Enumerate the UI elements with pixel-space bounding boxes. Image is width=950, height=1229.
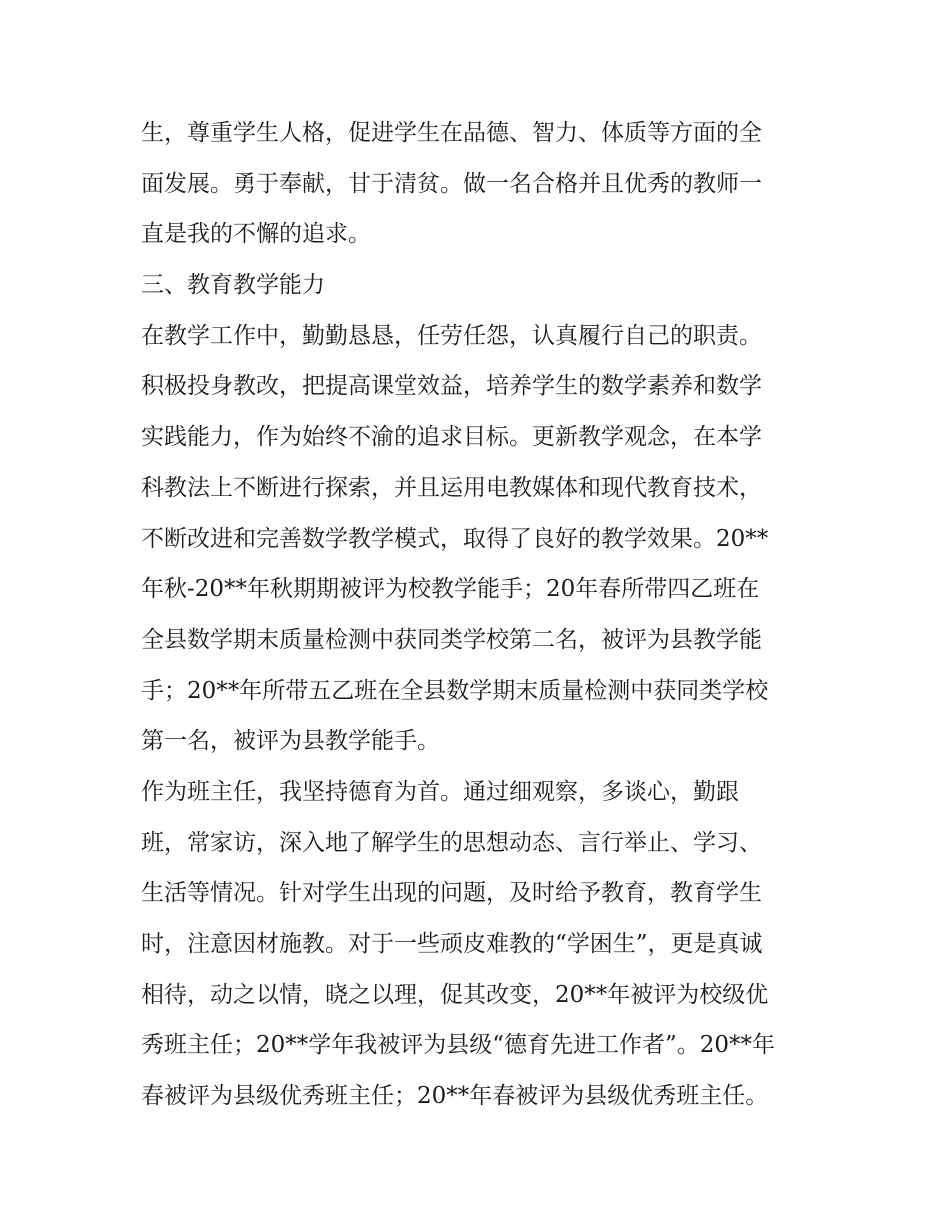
text-line: 相待，动之以情，晓之以理，促其改变，20**年被评为校级优 <box>141 981 769 1008</box>
text-line: 时，注意因材施教。对于一些顽皮难教的“学困生”，更是真诚 <box>141 931 763 957</box>
text-line: 科教法上不断进行探索，并且运用电教媒体和现代教育技术， <box>141 474 762 501</box>
text-line: 不断改进和完善数学教学模式，取得了良好的教学效果。20** <box>141 525 769 552</box>
text-line: 班，常家访，深入地了解学生的思想动态、言行举止、学习、 <box>141 829 762 856</box>
text-line: 年秋-20**年秋期期被评为校教学能手；20年春所带四乙班在 <box>141 576 760 603</box>
text-line: 作为班主任，我坚持德育为首。通过细观察，多谈心，勤跟 <box>141 778 739 805</box>
section-heading: 三、教育教学能力 <box>141 272 325 299</box>
text-line: 全县数学期末质量检测中获同类学校第二名，被评为县教学能 <box>141 626 762 653</box>
text-line: 实践能力，作为始终不渝的追求目标。更新教学观念，在本学 <box>141 424 762 451</box>
text-line: 手；20**年所带五乙班在全县数学期末质量检测中获同类学校 <box>141 677 769 704</box>
text-line: 直是我的不懈的追求。 <box>141 221 371 248</box>
text-line: 在教学工作中，勤勤恳恳，任劳任怨，认真履行自己的职责。 <box>141 322 762 349</box>
text-line: 面发展。勇于奉献，甘于清贫。做一名合格并且优秀的教师一 <box>141 170 762 197</box>
text-line: 积极投身教改，把提高课堂效益，培养学生的数学素养和数学 <box>141 373 762 400</box>
text-line: 春被评为县级优秀班主任；20**年春被评为县级优秀班主任。 <box>141 1083 769 1110</box>
text-line: 生活等情况。针对学生出现的问题，及时给予教育，教育学生 <box>141 880 762 907</box>
text-line: 秀班主任；20**学年我被评为县级“德育先进工作者”。20**年 <box>141 1032 776 1059</box>
text-line: 第一名，被评为县教学能手。 <box>141 728 440 755</box>
text-line: 生，尊重学生人格，促进学生在品德、智力、体质等方面的全 <box>141 120 762 146</box>
body-text <box>141 108 821 1122</box>
